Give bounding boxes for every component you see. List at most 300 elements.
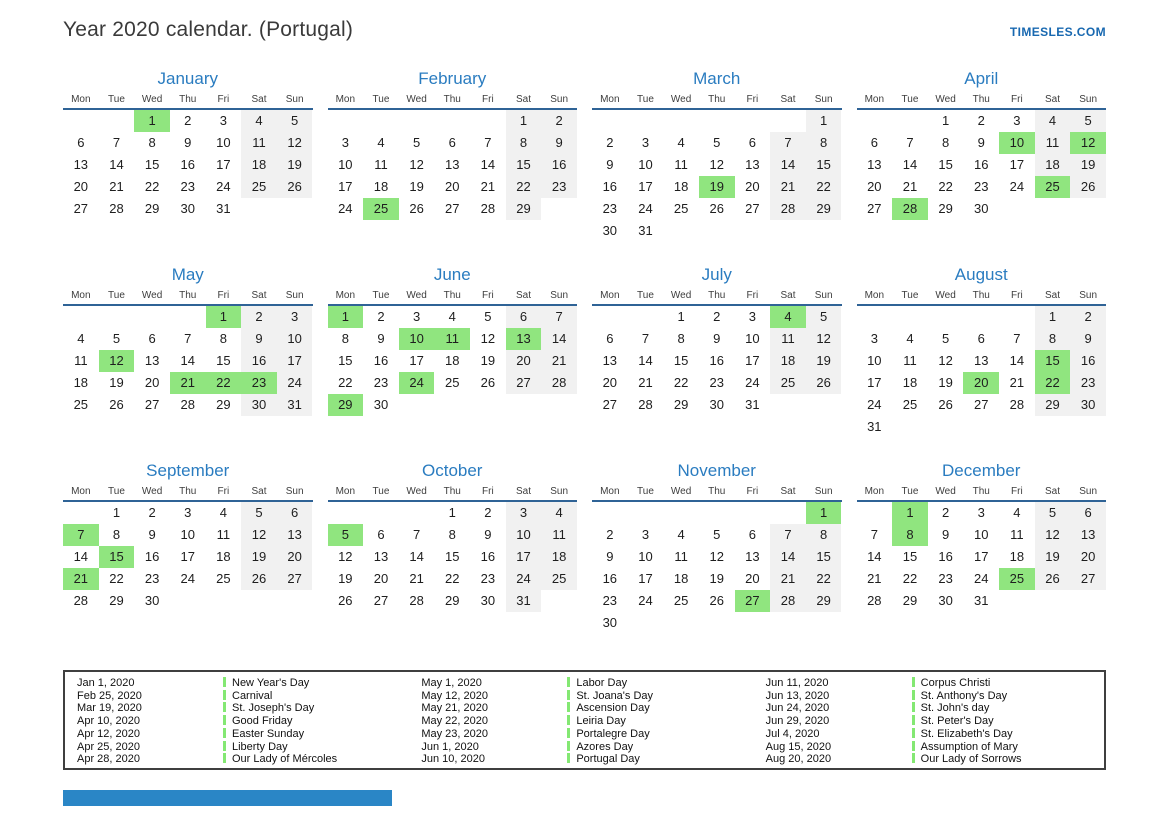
holiday-marker-icon (912, 677, 915, 687)
day-cell: 28 (409, 593, 424, 608)
day-cell: 14 (1009, 353, 1025, 368)
weekday-label: Wed (670, 94, 692, 105)
day-cell (328, 110, 364, 132)
legend-entry (912, 677, 1096, 690)
day-cell: 27 (144, 397, 160, 412)
holiday-day-cell: 23 (241, 372, 277, 394)
day-cell (592, 306, 628, 328)
day-cell: 3 (977, 505, 985, 520)
day-cell: 17 (277, 350, 313, 372)
day-cell: 2 (377, 309, 385, 324)
day-cell: 20 (867, 179, 882, 194)
day-cell: 27 (73, 201, 89, 216)
day-cell: 29 (673, 397, 689, 412)
holiday-marker-icon (223, 702, 226, 712)
day-cell: 18 (1009, 549, 1025, 564)
day-cell: 6 (606, 331, 614, 346)
day-cell: 8 (806, 524, 842, 546)
day-cell: 17 (1009, 157, 1025, 172)
day-cell: 26 (938, 397, 953, 412)
week-row (857, 502, 1107, 524)
day-cell (999, 198, 1035, 220)
day-cell: 8 (806, 132, 842, 154)
day-cell (328, 502, 364, 524)
legend-holiday-name: Azores Day (576, 740, 634, 753)
day-cell: 23 (602, 201, 618, 216)
day-cell: 13 (974, 353, 989, 368)
day-cell: 2 (148, 505, 156, 520)
day-cell (857, 502, 893, 524)
day-cell: 3 (341, 135, 349, 150)
weekday-label: Mon (600, 94, 620, 105)
day-cell: 11 (1035, 132, 1071, 154)
day-cell: 28 (638, 397, 653, 412)
holiday-day-cell: 1 (134, 110, 170, 132)
day-cell (434, 110, 470, 132)
week-row (63, 328, 313, 350)
day-cell: 26 (409, 201, 424, 216)
weekday-label: Thu (443, 486, 461, 497)
day-cell: 30 (602, 223, 618, 238)
day-cell: 25 (73, 397, 89, 412)
day-cell: 10 (638, 157, 653, 172)
day-cell (541, 394, 577, 416)
day-cell: 28 (770, 590, 806, 612)
legend-date: Apr 12, 2020 (77, 727, 140, 740)
day-cell: 6 (77, 135, 85, 150)
legend-date: Apr 25, 2020 (77, 740, 140, 753)
day-cell: 14 (867, 549, 882, 564)
day-cell: 8 (677, 331, 685, 346)
day-cell (399, 394, 435, 416)
day-cell: 6 (377, 527, 385, 542)
day-cell: 2 (184, 113, 192, 128)
day-cell (699, 110, 735, 132)
day-cell (699, 502, 735, 524)
week-row (328, 502, 578, 524)
day-cell: 3 (184, 505, 192, 520)
day-cell: 30 (480, 593, 496, 608)
holiday-marker-icon (223, 690, 226, 700)
legend-date: Jul 4, 2020 (765, 727, 820, 740)
legend-entry (223, 715, 407, 728)
day-cell: 12 (480, 331, 496, 346)
weekday-header-row (328, 290, 578, 306)
weekday-label: Fri (1011, 94, 1023, 105)
day-cell: 9 (941, 527, 950, 542)
day-cell: 1 (941, 113, 950, 128)
day-cell: 28 (770, 198, 806, 220)
week-row (592, 176, 842, 198)
week-row (592, 502, 842, 524)
day-cell: 20 (745, 179, 760, 194)
day-cell: 3 (219, 113, 227, 128)
month-calendar (857, 68, 1107, 264)
weekday-label: Sun (814, 486, 833, 497)
day-cell: 19 (806, 350, 842, 372)
day-cell (735, 502, 771, 524)
weekday-label: Thu (708, 290, 726, 301)
day-cell: 24 (745, 375, 760, 390)
day-cell (1070, 416, 1106, 438)
day-cell: 19 (1070, 154, 1106, 176)
day-cell: 15 (506, 154, 542, 176)
holiday-marker-icon (567, 702, 570, 712)
day-cell: 4 (241, 110, 277, 132)
day-cell: 7 (870, 527, 878, 542)
day-cell: 22 (938, 179, 953, 194)
legend-holiday-name: Assumption of Mary (920, 740, 1018, 753)
day-cell: 6 (277, 502, 313, 524)
week-row (63, 198, 313, 220)
day-cell: 7 (112, 135, 121, 150)
legend-holiday-name: Good Friday (232, 715, 293, 728)
holiday-marker-icon (912, 741, 915, 751)
weekday-header-row (63, 94, 313, 110)
day-cell (999, 416, 1035, 438)
weekday-header-row (328, 486, 578, 502)
day-cell: 7 (906, 135, 914, 150)
day-cell: 3 (506, 502, 542, 524)
day-cell: 2 (241, 306, 277, 328)
weekday-label: Sat (516, 290, 532, 301)
day-cell: 4 (541, 502, 577, 524)
holiday-marker-icon (912, 702, 915, 712)
holiday-marker-icon (912, 753, 915, 763)
legend-date: Jun 29, 2020 (765, 715, 830, 728)
day-cell: 30 (144, 593, 160, 608)
week-row (63, 306, 313, 328)
month-calendar (328, 264, 578, 460)
day-cell (699, 612, 735, 634)
legend-date: Apr 28, 2020 (77, 753, 140, 766)
day-cell: 14 (409, 549, 424, 564)
day-cell: 23 (938, 571, 953, 586)
day-cell: 6 (870, 135, 878, 150)
holiday-marker-icon (567, 715, 570, 725)
day-cell: 7 (412, 527, 421, 542)
legend-entry (223, 753, 407, 766)
legend-date: Jan 1, 2020 (77, 677, 135, 689)
day-cell: 22 (506, 176, 542, 198)
day-cell: 21 (770, 568, 806, 590)
legend-date: May 1, 2020 (421, 677, 482, 689)
weekday-label: Mon (864, 486, 885, 497)
day-cell (541, 590, 577, 612)
weekday-label: Mon (335, 94, 356, 105)
week-row (63, 394, 313, 416)
day-cell: 5 (1035, 502, 1071, 524)
day-cell: 13 (745, 157, 760, 172)
day-cell: 20 (445, 179, 460, 194)
weekday-label: Thu (972, 94, 990, 105)
legend-entry (912, 690, 1096, 703)
day-cell: 28 (867, 593, 882, 608)
holiday-day-cell: 29 (328, 394, 364, 416)
day-cell: 26 (277, 176, 313, 198)
day-cell (277, 590, 313, 612)
day-cell: 7 (770, 132, 806, 154)
day-cell: 11 (674, 157, 688, 172)
day-cell: 18 (902, 375, 918, 390)
legend-holiday-name: Portugal Day (576, 753, 640, 766)
weekday-label: Sat (780, 486, 796, 497)
day-cell: 28 (1009, 397, 1025, 412)
day-cell (1070, 198, 1106, 220)
weekday-label: Tue (901, 94, 919, 105)
week-row (592, 394, 842, 416)
day-cell: 29 (445, 593, 460, 608)
legend-entry (912, 741, 1096, 754)
day-cell: 1 (677, 309, 685, 324)
week-row (328, 132, 578, 154)
week-row (328, 198, 578, 220)
weekday-label: Sat (780, 290, 796, 301)
day-cell: 22 (445, 571, 460, 586)
day-cell: 3 (412, 309, 421, 324)
holiday-day-cell: 20 (963, 372, 999, 394)
day-cell: 23 (373, 375, 389, 390)
holiday-day-cell: 1 (328, 306, 364, 328)
weekday-label: Mon (335, 486, 356, 497)
legend-column (762, 677, 1096, 766)
day-cell: 27 (373, 593, 389, 608)
day-cell: 30 (373, 397, 389, 412)
day-cell: 11 (1010, 527, 1024, 542)
day-cell: 17 (216, 157, 231, 172)
month-title: December (942, 461, 1021, 480)
day-cell: 26 (1035, 568, 1071, 590)
weekday-label: Mon (864, 290, 885, 301)
weekday-label: Mon (71, 94, 91, 105)
week-row (592, 110, 842, 132)
weekday-label: Wed (406, 486, 427, 497)
day-cell: 3 (870, 331, 878, 346)
day-cell (963, 306, 999, 328)
day-cell: 11 (541, 524, 577, 546)
weekday-label: Mon (71, 486, 91, 497)
day-cell (628, 502, 664, 524)
week-row (857, 328, 1107, 350)
day-cell: 31 (277, 394, 313, 416)
day-cell: 18 (673, 179, 689, 194)
day-cell: 20 (144, 375, 160, 390)
weekday-label: Fri (217, 94, 230, 105)
weekday-header-row (592, 94, 842, 110)
day-cell: 24 (1009, 179, 1025, 194)
day-cell: 2 (484, 505, 492, 520)
day-cell: 11 (903, 353, 917, 368)
day-cell: 26 (109, 397, 124, 412)
day-cell: 26 (709, 593, 724, 608)
day-cell: 30 (602, 615, 618, 630)
legend-entry (912, 753, 1096, 766)
day-cell: 11 (770, 328, 806, 350)
weekday-label: Tue (372, 486, 390, 497)
day-cell: 25 (216, 571, 231, 586)
day-cell: 29 (806, 590, 842, 612)
day-cell (241, 198, 277, 220)
day-cell: 27 (277, 568, 313, 590)
legend-date: May 12, 2020 (421, 689, 488, 702)
legend-entry (567, 715, 751, 728)
day-cell: 2 (941, 505, 950, 520)
weekday-header-row (592, 486, 842, 502)
day-cell: 4 (677, 527, 685, 542)
day-cell: 7 (770, 524, 806, 546)
day-cell (363, 502, 399, 524)
day-cell (63, 306, 99, 328)
day-cell: 13 (867, 157, 882, 172)
day-cell: 17 (338, 179, 353, 194)
day-cell: 8 (112, 527, 121, 542)
day-cell: 3 (748, 309, 756, 324)
day-cell: 30 (974, 201, 989, 216)
day-cell: 25 (541, 568, 577, 590)
day-cell: 16 (541, 154, 577, 176)
day-cell: 2 (713, 309, 721, 324)
weekday-label: Sun (550, 94, 569, 105)
weekday-label: Mon (600, 290, 620, 301)
day-cell (399, 502, 435, 524)
holiday-day-cell: 21 (170, 372, 206, 394)
day-cell: 21 (902, 179, 918, 194)
day-cell: 25 (241, 176, 277, 198)
weekday-header-row (857, 290, 1107, 306)
day-cell: 22 (109, 571, 124, 586)
day-cell: 8 (506, 132, 542, 154)
legend-holiday-name: St. Joana's Day (576, 689, 654, 702)
day-cell: 4 (377, 135, 385, 150)
day-cell: 8 (219, 331, 227, 346)
day-cell (999, 306, 1035, 328)
day-cell (541, 198, 577, 220)
day-cell: 9 (184, 135, 192, 150)
weekday-label: Sat (780, 94, 796, 105)
day-cell (928, 416, 964, 438)
legend-date: Apr 10, 2020 (77, 715, 140, 728)
week-row (63, 568, 313, 590)
weekday-label: Sun (814, 94, 833, 105)
week-row (857, 154, 1107, 176)
month-calendar (592, 264, 842, 460)
day-cell: 31 (974, 593, 989, 608)
week-row (857, 176, 1107, 198)
page-title: Year 2020 calendar. (Portugal) (63, 18, 354, 41)
week-row (592, 198, 842, 220)
day-cell: 7 (641, 331, 650, 346)
legend-date: Jun 1, 2020 (421, 740, 479, 753)
week-row (857, 590, 1107, 612)
week-row (328, 328, 578, 350)
day-cell: 29 (806, 198, 842, 220)
weekday-label: Wed (141, 486, 163, 497)
legend-holiday-name: St. John's day (920, 702, 990, 715)
day-cell (241, 590, 277, 612)
month-title: January (157, 69, 218, 88)
day-cell: 31 (745, 397, 760, 412)
day-cell: 9 (541, 132, 577, 154)
day-cell (770, 394, 806, 416)
holiday-day-cell: 12 (1070, 132, 1106, 154)
holiday-marker-icon (567, 728, 570, 738)
day-cell: 3 (641, 135, 650, 150)
day-cell: 18 (445, 353, 460, 368)
weekday-label: Sun (1079, 94, 1098, 105)
day-cell: 22 (338, 375, 353, 390)
legend-entry (223, 728, 407, 741)
day-cell: 12 (1035, 524, 1071, 546)
day-cell: 6 (448, 135, 456, 150)
day-cell (63, 502, 99, 524)
weekday-label: Sat (251, 94, 267, 105)
month-calendar (328, 460, 578, 656)
week-row (63, 502, 313, 524)
day-cell: 16 (709, 353, 724, 368)
day-cell: 29 (109, 593, 124, 608)
day-cell: 15 (902, 549, 918, 564)
day-cell: 5 (484, 309, 492, 324)
legend-holiday-name: St. Peter's Day (920, 715, 994, 728)
day-cell: 31 (638, 223, 653, 238)
day-cell: 10 (867, 353, 882, 368)
holiday-day-cell: 4 (770, 306, 806, 328)
day-cell (770, 612, 806, 634)
week-row (857, 416, 1107, 438)
weekday-label: Sat (251, 486, 267, 497)
holiday-marker-icon (223, 728, 226, 738)
day-cell: 4 (448, 309, 456, 324)
weekday-label: Thu (179, 94, 197, 105)
day-cell: 19 (338, 571, 353, 586)
weekday-label: Wed (406, 94, 427, 105)
day-cell (1035, 416, 1071, 438)
day-cell: 22 (902, 571, 918, 586)
day-cell: 12 (338, 549, 353, 564)
day-cell: 16 (241, 350, 277, 372)
day-cell (663, 502, 699, 524)
day-cell: 23 (180, 179, 195, 194)
day-cell: 14 (480, 157, 496, 172)
month-title: August (954, 265, 1008, 284)
holiday-day-cell: 10 (399, 328, 435, 350)
legend-date: Feb 25, 2020 (77, 689, 142, 702)
day-cell: 23 (709, 375, 724, 390)
site-link[interactable]: TIMESLES.COM (1009, 25, 1106, 39)
month-calendar (63, 68, 313, 264)
week-row (592, 350, 842, 372)
day-cell: 13 (144, 353, 160, 368)
weekday-header-row (63, 290, 313, 306)
holiday-marker-icon (567, 753, 570, 763)
weekday-label: Wed (935, 94, 956, 105)
legend-date: May 22, 2020 (421, 715, 488, 728)
legend-entry (223, 690, 407, 703)
weekday-label: Fri (746, 486, 759, 497)
day-cell: 27 (867, 201, 882, 216)
day-cell: 28 (180, 397, 195, 412)
day-cell: 27 (506, 372, 542, 394)
week-row (592, 568, 842, 590)
day-cell: 16 (180, 157, 195, 172)
day-cell: 30 (938, 593, 953, 608)
legend-date: May 21, 2020 (421, 702, 488, 715)
weekday-label: Tue (637, 486, 654, 497)
day-cell: 7 (484, 135, 492, 150)
legend-column (73, 677, 407, 766)
day-cell: 24 (638, 201, 653, 216)
day-cell: 4 (219, 505, 227, 520)
